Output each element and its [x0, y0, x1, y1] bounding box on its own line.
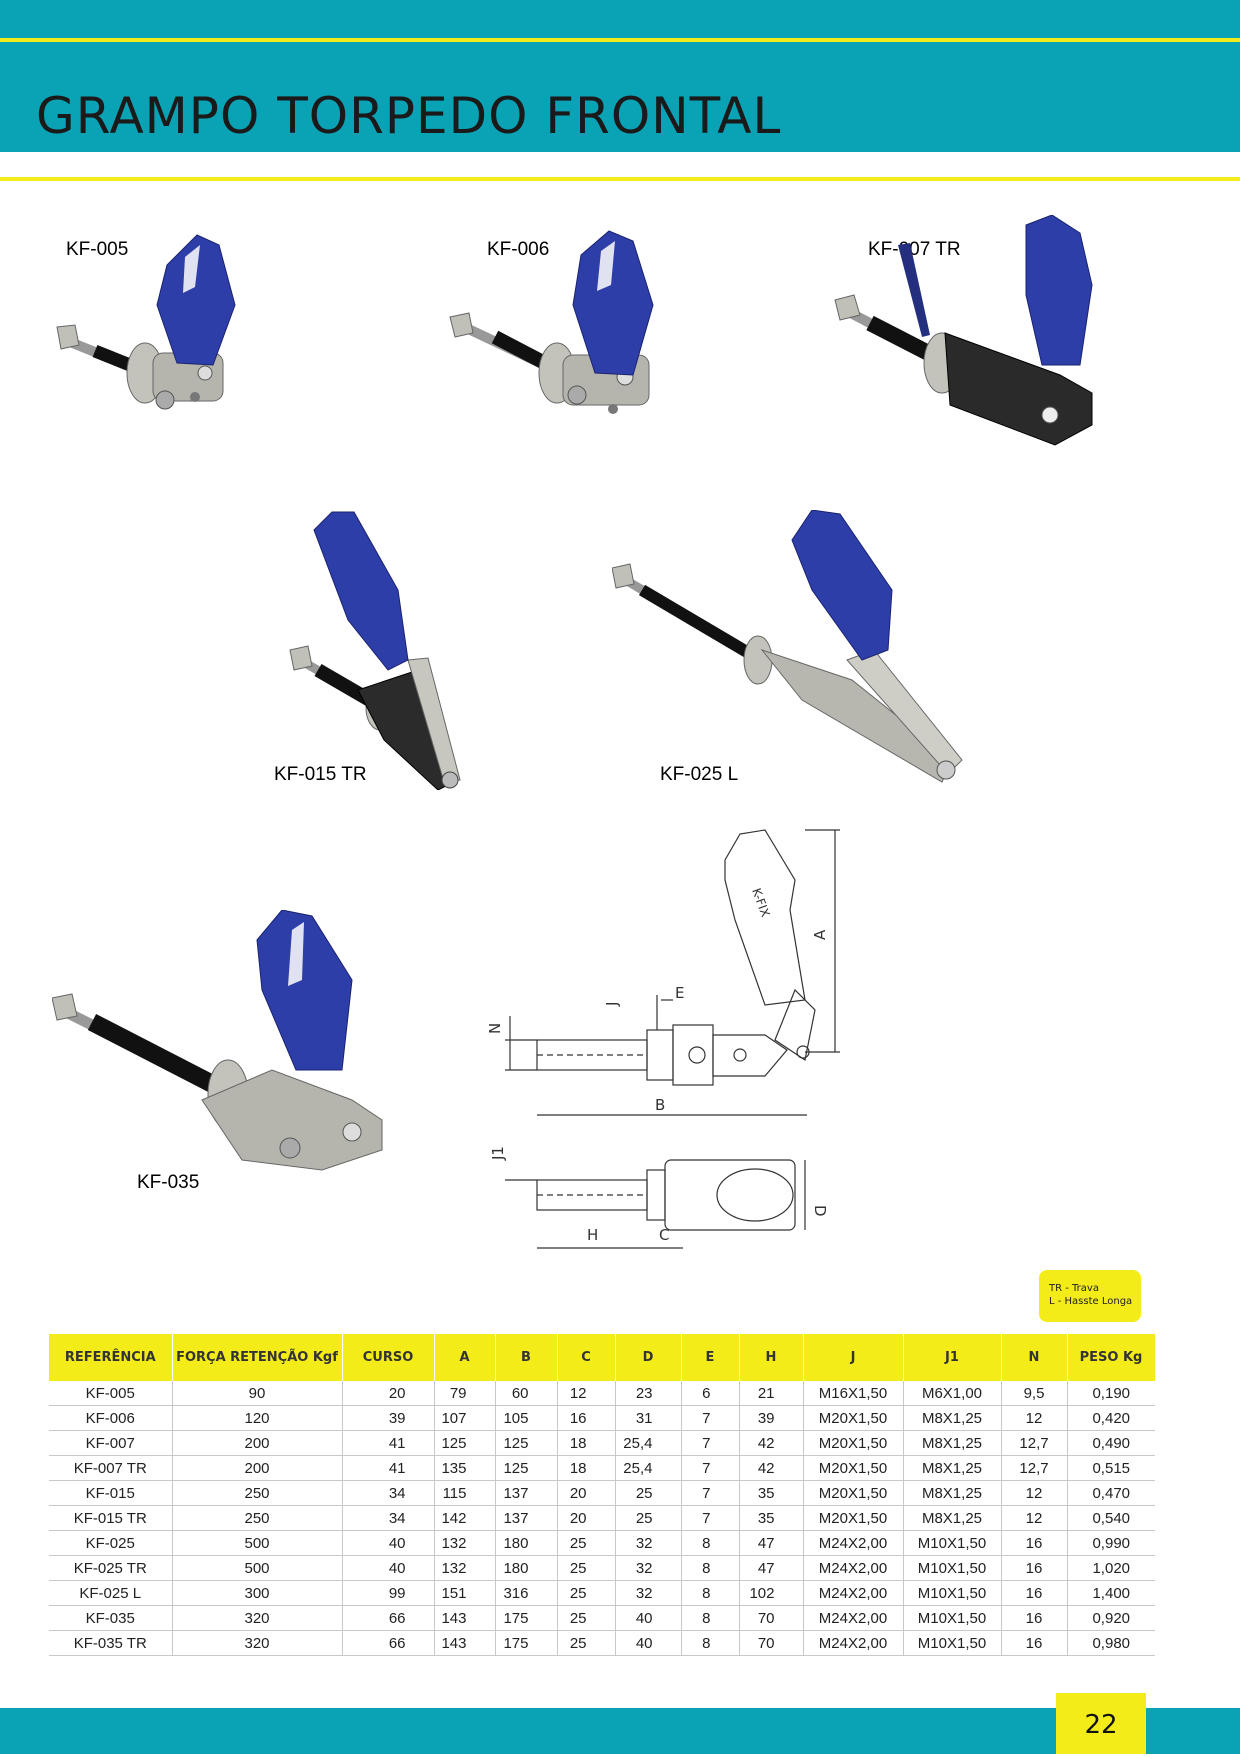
table-cell: 32 [615, 1556, 681, 1581]
table-cell: 500 [172, 1556, 342, 1581]
product-image-kf-006 [445, 225, 675, 465]
legend-box [1039, 1270, 1141, 1322]
table-cell: 137 [495, 1506, 557, 1531]
table-cell: 12 [1001, 1481, 1067, 1506]
table-cell: M20X1,50 [803, 1431, 903, 1456]
dimension-label: J [603, 1001, 621, 1006]
column-header: J [803, 1334, 903, 1381]
table-cell: 16 [1001, 1631, 1067, 1656]
table-cell: KF-015 [49, 1481, 172, 1506]
dimension-label: D [811, 1205, 829, 1217]
table-cell: M8X1,25 [903, 1506, 1001, 1531]
table-cell: 500 [172, 1531, 342, 1556]
table-cell: 66 [342, 1631, 434, 1656]
column-header: A [434, 1334, 495, 1381]
page-title: GRAMPO TORPEDO FRONTAL [36, 87, 782, 145]
table-cell: 12,7 [1001, 1431, 1067, 1456]
product-label: KF-006 [487, 239, 550, 260]
table-row [49, 1581, 1155, 1606]
table-cell: 6 [681, 1381, 739, 1406]
table-cell: 7 [681, 1456, 739, 1481]
table-cell: 300 [172, 1581, 342, 1606]
product-image-kf-035 [52, 910, 392, 1200]
table-cell: 143 [434, 1606, 495, 1631]
table-cell: M10X1,50 [903, 1631, 1001, 1656]
table-row [49, 1431, 1155, 1456]
table-cell: 41 [342, 1456, 434, 1481]
table-cell: 0,515 [1067, 1456, 1155, 1481]
table-header-row [49, 1334, 1155, 1381]
table-cell: 250 [172, 1506, 342, 1531]
table-cell: KF-006 [49, 1406, 172, 1431]
column-header: N [1001, 1334, 1067, 1381]
table-row [49, 1481, 1155, 1506]
table-row [49, 1556, 1155, 1581]
table-cell: 142 [434, 1506, 495, 1531]
dimension-label: E [675, 984, 685, 1002]
table-cell: 135 [434, 1456, 495, 1481]
table-cell: 34 [342, 1506, 434, 1531]
dimension-label: H [587, 1226, 599, 1244]
specifications-table [49, 1334, 1156, 1656]
table-cell: KF-035 TR [49, 1631, 172, 1656]
page-number: 22 [1056, 1693, 1146, 1754]
table-cell: 8 [681, 1631, 739, 1656]
table-cell: KF-007 TR [49, 1456, 172, 1481]
table-cell: KF-025 TR [49, 1556, 172, 1581]
table-cell: 0,540 [1067, 1506, 1155, 1531]
table-cell: 8 [681, 1531, 739, 1556]
table-cell: 250 [172, 1481, 342, 1506]
table-row [49, 1381, 1155, 1406]
table-cell: 32 [615, 1531, 681, 1556]
table-cell: M10X1,50 [903, 1606, 1001, 1631]
table-cell: KF-005 [49, 1381, 172, 1406]
table-cell: 132 [434, 1531, 495, 1556]
table-cell: 90 [172, 1381, 342, 1406]
column-header: PESO Kg [1067, 1334, 1155, 1381]
table-cell: 16 [1001, 1606, 1067, 1631]
table-cell: 25 [615, 1506, 681, 1531]
table-cell: 200 [172, 1431, 342, 1456]
table-cell: 320 [172, 1606, 342, 1631]
table-cell: KF-025 [49, 1531, 172, 1556]
table-cell: 47 [739, 1531, 803, 1556]
column-header: H [739, 1334, 803, 1381]
table-cell: 175 [495, 1631, 557, 1656]
header-white-gap [0, 152, 1240, 177]
table-cell: M24X2,00 [803, 1631, 903, 1656]
table-cell: 16 [557, 1406, 615, 1431]
column-header: J1 [903, 1334, 1001, 1381]
table-cell: 151 [434, 1581, 495, 1606]
table-cell: 0,920 [1067, 1606, 1155, 1631]
table-cell: 18 [557, 1431, 615, 1456]
table-cell: 320 [172, 1631, 342, 1656]
table-cell: 21 [739, 1381, 803, 1406]
table-cell: 79 [434, 1381, 495, 1406]
table-cell: KF-007 [49, 1431, 172, 1456]
header-yellow-line [0, 177, 1240, 181]
table-cell: 0,980 [1067, 1631, 1155, 1656]
table-cell: 0,470 [1067, 1481, 1155, 1506]
dimension-label: J1 [489, 1146, 507, 1160]
table-cell: 70 [739, 1606, 803, 1631]
product-label: KF-025 L [660, 764, 739, 785]
table-cell: M8X1,25 [903, 1431, 1001, 1456]
table-row [49, 1506, 1155, 1531]
table-cell: 99 [342, 1581, 434, 1606]
table-cell: 40 [615, 1606, 681, 1631]
table-cell: 16 [1001, 1581, 1067, 1606]
product-label: KF-005 [66, 239, 129, 260]
product-label: KF-015 TR [274, 764, 367, 785]
table-cell: 40 [615, 1631, 681, 1656]
product-image-kf-005 [45, 225, 265, 465]
table-cell: 60 [495, 1381, 557, 1406]
table-cell: 25,4 [615, 1456, 681, 1481]
table-cell: 0,490 [1067, 1431, 1155, 1456]
dimension-label: N [486, 1022, 504, 1034]
table-cell: 102 [739, 1581, 803, 1606]
table-cell: 316 [495, 1581, 557, 1606]
table-cell: 7 [681, 1506, 739, 1531]
table-cell: KF-025 L [49, 1581, 172, 1606]
table-cell: 12,7 [1001, 1456, 1067, 1481]
column-header: REFERÊNCIA [49, 1334, 172, 1381]
product-image-kf-007-tr [830, 215, 1100, 485]
table-cell: M24X2,00 [803, 1581, 903, 1606]
table-cell: 7 [681, 1431, 739, 1456]
table-cell: M8X1,25 [903, 1456, 1001, 1481]
table-cell: 16 [1001, 1556, 1067, 1581]
table-cell: 12 [1001, 1506, 1067, 1531]
dimension-label: C [659, 1226, 670, 1244]
column-header: C [557, 1334, 615, 1381]
footer-band [0, 1708, 1240, 1754]
table-cell: 39 [342, 1406, 434, 1431]
column-header: D [615, 1334, 681, 1381]
dimension-label: B [655, 1096, 666, 1114]
column-header: E [681, 1334, 739, 1381]
table-cell: 25,4 [615, 1431, 681, 1456]
table-cell: M24X2,00 [803, 1606, 903, 1631]
table-cell: 125 [495, 1431, 557, 1456]
table-cell: 35 [739, 1481, 803, 1506]
table-row [49, 1531, 1155, 1556]
table-cell: 42 [739, 1456, 803, 1481]
table-body [49, 1381, 1155, 1656]
table-cell: M10X1,50 [903, 1531, 1001, 1556]
table-cell: 47 [739, 1556, 803, 1581]
table-cell: 115 [434, 1481, 495, 1506]
column-header: B [495, 1334, 557, 1381]
table-cell: M6X1,00 [903, 1381, 1001, 1406]
technical-drawing [465, 820, 845, 1260]
table-cell: M8X1,25 [903, 1481, 1001, 1506]
table-cell: 25 [557, 1556, 615, 1581]
table-cell: M24X2,00 [803, 1556, 903, 1581]
table-cell: 66 [342, 1606, 434, 1631]
table-cell: 35 [739, 1506, 803, 1531]
table-cell: M24X2,00 [803, 1531, 903, 1556]
table-cell: 40 [342, 1531, 434, 1556]
table-cell: 143 [434, 1631, 495, 1656]
table-cell: M16X1,50 [803, 1381, 903, 1406]
table-cell: M20X1,50 [803, 1481, 903, 1506]
table-cell: 8 [681, 1606, 739, 1631]
table-cell: 16 [1001, 1531, 1067, 1556]
table-cell: 20 [557, 1481, 615, 1506]
table-cell: 25 [557, 1606, 615, 1631]
table-row [49, 1631, 1155, 1656]
column-header: CURSO [342, 1334, 434, 1381]
table-cell: 8 [681, 1556, 739, 1581]
table-cell: M10X1,50 [903, 1581, 1001, 1606]
column-header: FORÇA RETENÇÃO Kgf [172, 1334, 342, 1381]
table-cell: 180 [495, 1556, 557, 1581]
table-cell: 1,400 [1067, 1581, 1155, 1606]
table-cell: M10X1,50 [903, 1556, 1001, 1581]
table-cell: M20X1,50 [803, 1406, 903, 1431]
table-cell: 39 [739, 1406, 803, 1431]
table-row [49, 1606, 1155, 1631]
table-cell: 25 [615, 1481, 681, 1506]
table-cell: KF-015 TR [49, 1506, 172, 1531]
table-cell: 20 [557, 1506, 615, 1531]
table-cell: 25 [557, 1631, 615, 1656]
table-cell: 0,420 [1067, 1406, 1155, 1431]
table-cell: 7 [681, 1406, 739, 1431]
table-cell: 12 [1001, 1406, 1067, 1431]
header-top-band [0, 0, 1240, 38]
legend-line: TR - Trava [1049, 1283, 1099, 1294]
table-cell: 1,020 [1067, 1556, 1155, 1581]
table-cell: 105 [495, 1406, 557, 1431]
table-row [49, 1406, 1155, 1431]
table-cell: 70 [739, 1631, 803, 1656]
table-cell: 25 [557, 1581, 615, 1606]
table-row [49, 1456, 1155, 1481]
table-cell: 120 [172, 1406, 342, 1431]
table-cell: 200 [172, 1456, 342, 1481]
table-cell: 42 [739, 1431, 803, 1456]
table-cell: 137 [495, 1481, 557, 1506]
table-cell: 9,5 [1001, 1381, 1067, 1406]
dimension-label: A [811, 929, 829, 940]
product-label: KF-007 TR [868, 239, 961, 260]
table-cell: 25 [557, 1531, 615, 1556]
table-cell: 32 [615, 1581, 681, 1606]
table-cell: 18 [557, 1456, 615, 1481]
table-cell: KF-035 [49, 1606, 172, 1631]
table-cell: 12 [557, 1381, 615, 1406]
table-cell: 175 [495, 1606, 557, 1631]
table-cell: 40 [342, 1556, 434, 1581]
table-cell: 0,190 [1067, 1381, 1155, 1406]
table-cell: M20X1,50 [803, 1506, 903, 1531]
table-cell: 132 [434, 1556, 495, 1581]
table-cell: 23 [615, 1381, 681, 1406]
table-cell: 125 [434, 1431, 495, 1456]
brand-mark: K-FIX [749, 886, 773, 919]
legend-line: L - Hasste Longa [1049, 1296, 1133, 1307]
table-cell: 34 [342, 1481, 434, 1506]
table-cell: 20 [342, 1381, 434, 1406]
table-cell: M20X1,50 [803, 1456, 903, 1481]
table-cell: 41 [342, 1431, 434, 1456]
table-cell: 7 [681, 1481, 739, 1506]
table-cell: 125 [495, 1456, 557, 1481]
product-label: KF-035 [137, 1172, 200, 1193]
table-cell: 8 [681, 1581, 739, 1606]
product-image-kf-025-l [612, 510, 972, 790]
table-cell: 180 [495, 1531, 557, 1556]
table-cell: 31 [615, 1406, 681, 1431]
table-cell: 107 [434, 1406, 495, 1431]
product-image-kf-015-tr [288, 510, 508, 790]
table-cell: 0,990 [1067, 1531, 1155, 1556]
table-cell: M8X1,25 [903, 1406, 1001, 1431]
